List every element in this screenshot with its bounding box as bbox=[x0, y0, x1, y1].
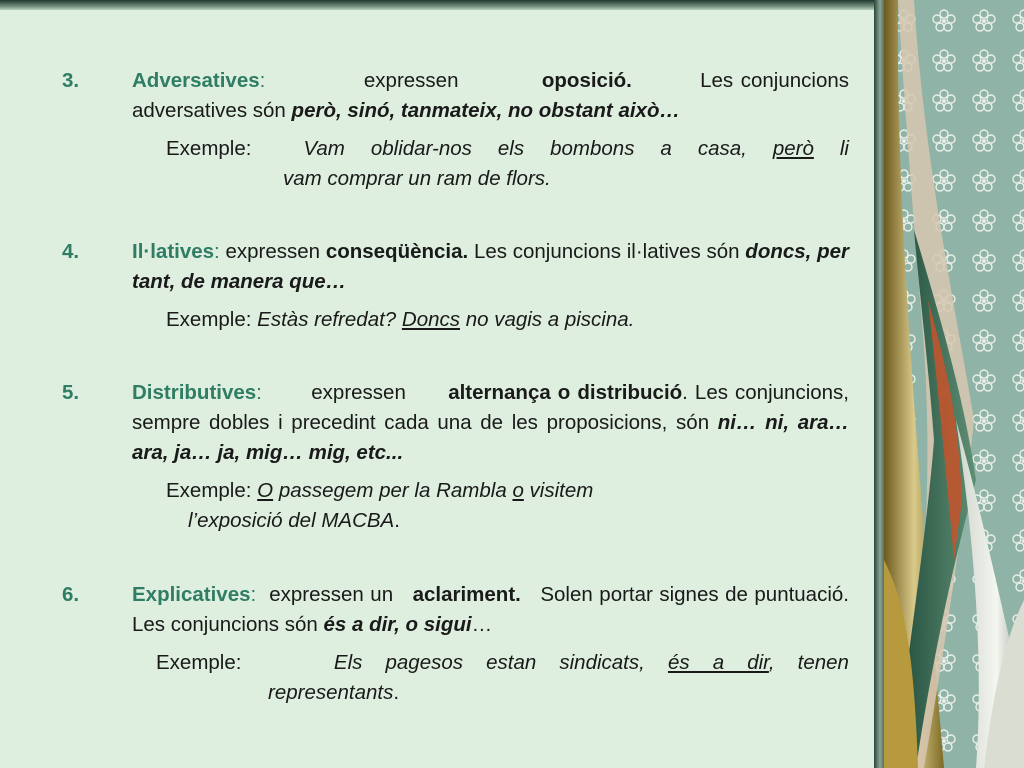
list-item-adversatives bbox=[62, 66, 849, 126]
example-period: . bbox=[394, 509, 400, 532]
term-colon: : bbox=[214, 240, 220, 263]
definition-text: expressen bbox=[225, 240, 321, 263]
item-definition bbox=[132, 378, 849, 468]
key-concept: alternança o distribució bbox=[448, 381, 683, 404]
example-distributives bbox=[166, 476, 766, 536]
definition-text-2: . Les conjuncions, sempre dobles i precedint cada una de les proposicions, són bbox=[132, 381, 849, 434]
example-text-3: vam comprar un ram de flors. bbox=[283, 167, 551, 190]
term-heading: Explicatives bbox=[132, 583, 251, 606]
example-text-2: li bbox=[839, 137, 849, 160]
example-label: Exemple: bbox=[166, 137, 252, 160]
definition-text: expressen bbox=[311, 381, 406, 404]
definition-text: expressen un bbox=[269, 583, 394, 606]
item-definition bbox=[132, 237, 849, 297]
item-definition bbox=[132, 66, 849, 126]
conjunction-list: és a dir, o sigui bbox=[323, 613, 472, 636]
example-adversatives bbox=[166, 134, 849, 194]
definition-text-2: Solen portar signes de puntuació. Les conjuncions són bbox=[132, 583, 849, 636]
example-text: Vam oblidar-nos els bombons a casa, bbox=[303, 137, 747, 160]
example-illatives bbox=[166, 305, 849, 335]
decorative-fabric-panel bbox=[884, 0, 1024, 768]
example-text-3: l’exposició del MACBA bbox=[188, 509, 395, 532]
list-item-explicatives bbox=[62, 580, 849, 640]
ellipsis: … bbox=[471, 613, 493, 636]
definition-text: expressen bbox=[363, 69, 459, 92]
definition-text-2: Les conjuncions adversatives són bbox=[132, 69, 850, 122]
term-heading: Il·latives bbox=[132, 240, 215, 263]
term-heading: Distributives bbox=[132, 381, 257, 404]
term-colon: : bbox=[256, 381, 262, 404]
example-explicatives bbox=[156, 648, 849, 708]
conjunction-list: però, sinó, tanmateix, no obstant això… bbox=[291, 99, 680, 122]
example-text-3: representants bbox=[268, 681, 394, 704]
item-number: 5. bbox=[62, 381, 80, 404]
example-underlined: O bbox=[257, 479, 274, 502]
key-concept: aclariment. bbox=[412, 583, 521, 606]
item-number: 3. bbox=[62, 69, 80, 92]
example-label: Exemple: bbox=[156, 651, 242, 674]
example-text: Estàs refredat? bbox=[257, 308, 397, 331]
item-definition bbox=[132, 580, 849, 640]
list-item-illatives bbox=[62, 237, 849, 297]
key-concept: conseqüència. bbox=[325, 240, 469, 263]
example-label: Exemple: bbox=[166, 479, 252, 502]
example-text-2: no vagis a piscina. bbox=[465, 308, 635, 331]
conjunction-list: doncs, per tant, de manera que… bbox=[132, 240, 849, 293]
example-underlined: és a dir bbox=[667, 651, 769, 674]
example-label: Exemple: bbox=[166, 308, 252, 331]
definition-text-2: Les conjuncions il·latives són bbox=[473, 240, 740, 263]
item-number: 4. bbox=[62, 240, 80, 263]
example-underlined: però bbox=[772, 137, 814, 160]
item-number: 6. bbox=[62, 583, 80, 606]
example-text: Els pagesos estan sindicats, bbox=[333, 651, 645, 674]
example-text-2: visitem bbox=[529, 479, 594, 502]
example-text: passegem per la Rambla bbox=[278, 479, 507, 502]
term-colon: : bbox=[259, 69, 266, 92]
slide-frame-top bbox=[0, 0, 880, 10]
conjunction-list: ni… ni, ara… ara, ja… ja, mig… mig, etc... bbox=[132, 411, 849, 464]
term-heading: Adversatives bbox=[132, 69, 260, 92]
term-colon: : bbox=[250, 583, 257, 606]
example-text-2: , tenen bbox=[768, 651, 849, 674]
example-underlined: Doncs bbox=[401, 308, 460, 331]
list-item-distributives bbox=[62, 378, 849, 468]
key-concept: oposició. bbox=[541, 69, 632, 92]
example-underlined-2: o bbox=[512, 479, 524, 502]
example-period: . bbox=[393, 681, 400, 704]
